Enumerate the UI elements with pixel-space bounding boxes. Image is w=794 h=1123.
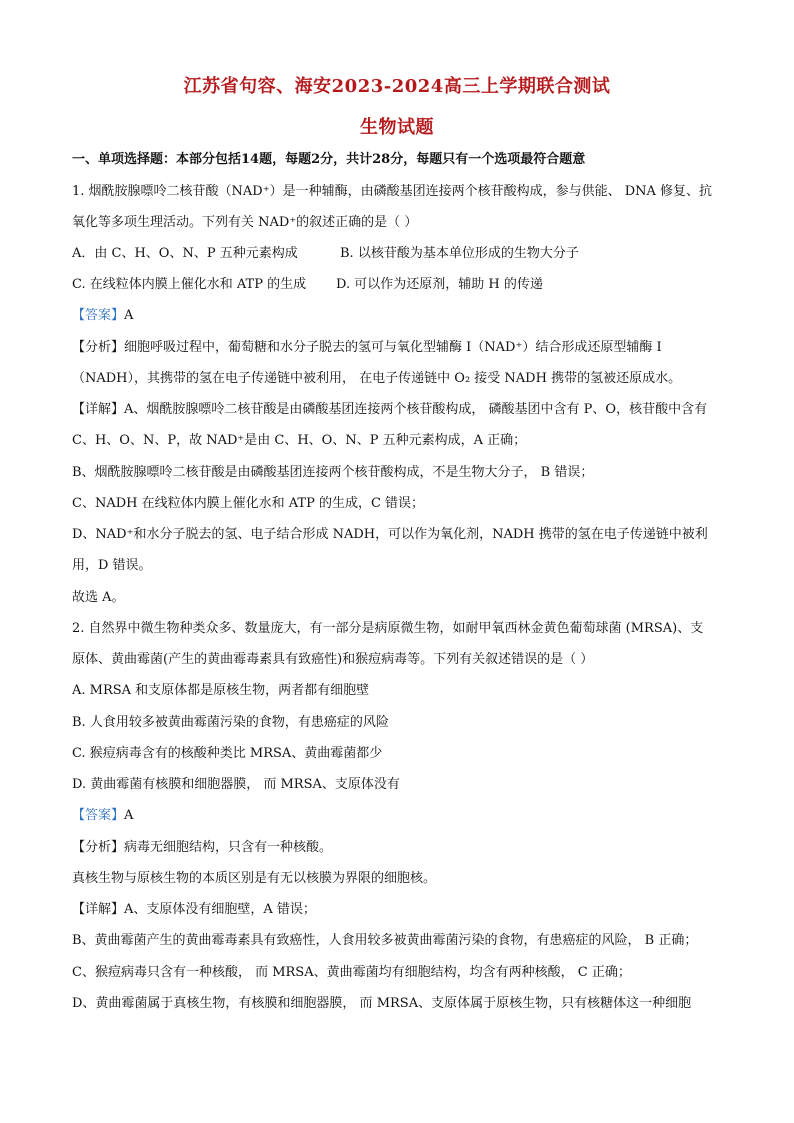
q1-conclusion: 故选 A。	[72, 590, 125, 605]
q2-option-a: A. MRSA 和支原体都是原核生物，两者都有细胞壁	[72, 683, 370, 698]
q1-detail-line2: C、H、O、N、P，故 NAD⁺是由 C、H、O、N、P 五种元素构成，A 正确；	[72, 433, 527, 448]
q1-option-c: C. 在线粒体内膜上催化水和 ATP 的生成	[72, 277, 307, 292]
detail-tag: 【详解】	[72, 402, 125, 417]
detail-tag: 【详解】	[72, 902, 125, 917]
analysis-text: 细胞呼吸过程中，葡萄糖和水分子脱去的氢可与氧化型辅酶 I（NAD⁺）结合形成还原型辅酶 I	[124, 340, 662, 355]
q2-option-b: B. 人食用较多被黄曲霉菌污染的食物，有患癌症的风险	[72, 715, 389, 730]
q2-option-d: D. 黄曲霉菌有核膜和细胞器膜， 而 MRSA、支原体没有	[72, 777, 400, 792]
answer-value: A	[124, 808, 134, 823]
q2-stem-line1: 2. 自然界中微生物种类众多、数量庞大，有一部分是病原微生物，如耐甲氧西林金黄色葡萄球菌 (MRSA)、支	[72, 621, 704, 636]
q1-detail-line1	[72, 402, 732, 418]
q1-detail-line4: C、NADH 在线粒体内膜上催化水和 ATP 的生成，C 错误；	[72, 496, 425, 511]
q1-analysis-line2: （NADH），其携带的氢在电子传递链中被利用， 在电子传递链中 O₂ 接受 NADH 携带的氢被还原成水。	[72, 371, 682, 386]
q2-stem-line2: 原体、黄曲霉菌(产生的黄曲霉毒素具有致癌性)和猴痘病毒等。下列有关叙述错误的是（ ）	[72, 652, 594, 667]
answer-tag: 【答案】	[72, 308, 125, 323]
q2-answer	[72, 808, 732, 824]
page-subtitle: 生物试题	[360, 117, 434, 138]
q1-option-d: D. 可以作为还原剂，辅助 H 的传递	[336, 277, 543, 292]
analysis-tag: 【分析】	[72, 340, 125, 355]
q1-detail-line6: 用，D 错误。	[72, 558, 152, 573]
q1-stem-line1: 1. 烟酰胺腺嘌呤二核苷酸（NAD⁺）是一种辅酶，由磷酸基团连接两个核苷酸构成，参与供能、 DNA 修复、抗	[72, 184, 713, 199]
section-heading: 一、单项选择题：本部分包括14题，每题2分，共计28分，每题只有一个选项最符合题意	[72, 152, 586, 167]
q2-analysis-line1	[72, 840, 732, 856]
q2-detail-line2: B、黄曲霉菌产生的黄曲霉毒素具有致癌性，人食用较多被黄曲霉菌污染的食物，有患癌症的风险， B 正确；	[72, 933, 698, 948]
page-title: 江苏省句容、海安2023-2024高三上学期联合测试	[183, 76, 611, 97]
answer-value: A	[124, 308, 134, 323]
q1-analysis-line1	[72, 340, 732, 356]
q1-answer	[72, 308, 732, 324]
q1-option-a: A．由 C、H、O、N、P 五种元素构成	[72, 246, 298, 261]
q1-detail-line5: D、NAD⁺和水分子脱去的氢、电子结合形成 NADH，可以作为氧化剂，NADH 携带的氢在电子传递链中被利	[72, 527, 708, 542]
q2-detail-line1	[72, 902, 732, 918]
q1-stem-line2: 氧化等多项生理活动。下列有关 NAD⁺的叙述正确的是（ ）	[72, 215, 418, 230]
q1-detail-line3: B、烟酰胺腺嘌呤二核苷酸是由磷酸基团连接两个核苷酸构成，不是生物大分子， B 错误；	[72, 465, 594, 480]
analysis-text: 病毒无细胞结构，只含有一种核酸。	[124, 840, 333, 855]
detail-text: A、烟酰胺腺嘌呤二核苷酸是由磷酸基团连接两个核苷酸构成， 磷酸基团中含有 P、O，核苷酸中含有	[124, 402, 708, 417]
q2-detail-line3: C、猴痘病毒只含有一种核酸， 而 MRSA、黄曲霉菌均有细胞结构，均含有两种核酸， C 正确；	[72, 965, 631, 980]
q2-detail-line4: D、黄曲霉菌属于真核生物，有核膜和细胞器膜， 而 MRSA、支原体属于原核生物，只有核糖体这一种细胞	[72, 996, 692, 1011]
analysis-tag: 【分析】	[72, 840, 125, 855]
detail-text: A、支原体没有细胞壁，A 错误；	[124, 902, 316, 917]
q2-option-c: C. 猴痘病毒含有的核酸种类比 MRSA、黄曲霉菌都少	[72, 746, 383, 761]
answer-tag: 【答案】	[72, 808, 125, 823]
q1-option-b: B. 以核苷酸为基本单位形成的生物大分子	[340, 246, 579, 261]
q2-analysis-line2: 真核生物与原核生物的本质区别是有无以核膜为界限的细胞核。	[72, 871, 437, 886]
